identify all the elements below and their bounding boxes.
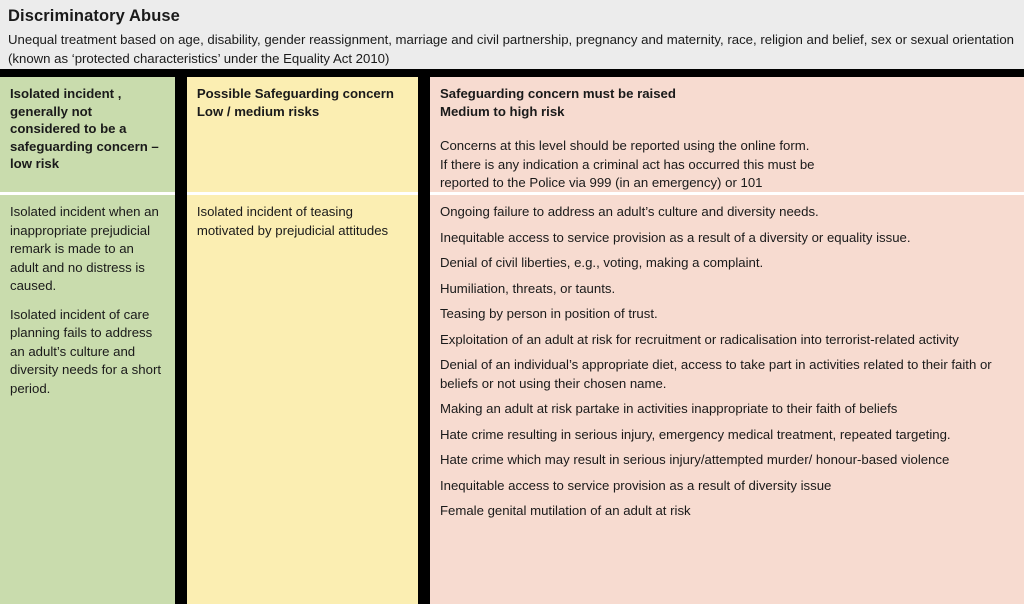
column-header-high-risk-subtext — [440, 137, 1014, 193]
column-header-medium-risk: Possible Safeguarding concern Low / medium risks — [187, 77, 418, 192]
column-header-low-risk: Isolated incident , generally not considered to be a safeguarding concern – low risk — [0, 77, 175, 192]
risk-matrix-table — [0, 69, 1024, 604]
list-item: Ongoing failure to address an adult’s culture and diversity needs. — [439, 204, 819, 219]
list-item: Denial of civil liberties, e.g., voting, making a complaint. — [439, 255, 764, 270]
reporting-instruction-line3: reported to the Police via 999 (in an emergency) or 101 — [439, 175, 763, 190]
list-item: Hate crime which may result in serious injury/attempted murder/ honour-based violence — [439, 452, 950, 467]
list-item: Inequitable access to service provision as a result of a diversity or equality issue. — [439, 229, 911, 245]
page-title: Discriminatory Abuse — [8, 7, 180, 25]
list-item: Denial of an individual’s appropriate diet, access to take part in activities related to their faith or beliefs or not using their chosen name. — [439, 357, 992, 391]
high-risk-indicator-list — [440, 203, 1014, 521]
list-item: Inequitable access to service provision as a result of diversity issue — [439, 477, 832, 493]
column-divider — [418, 77, 430, 604]
list-item: Isolated incident of care planning fails to address an adult’s culture and diversity needs for a short period. — [10, 306, 161, 396]
column-header-high-risk-line2: Medium to high risk — [439, 103, 565, 119]
matrix-column-medium-risk — [187, 77, 418, 604]
list-item: Hate crime resulting in serious injury, emergency medical treatment, repeated targeting. — [439, 426, 951, 442]
intro-section — [0, 0, 1024, 69]
reporting-instruction-line2: If there is any indication a criminal act has occurred this must be — [439, 156, 815, 172]
reporting-instruction-line1: Concerns at this level should be reported using the online form. — [439, 138, 810, 153]
matrix-column-high-risk — [430, 77, 1024, 604]
column-body-low-risk — [0, 195, 175, 604]
column-body-medium-risk — [187, 195, 418, 604]
column-divider — [175, 77, 187, 604]
list-item: Isolated incident when an inappropriate prejudicial remark is made to an adult and no distress is caused. — [10, 204, 159, 293]
column-header-high-risk-line1: Safeguarding concern must be raised — [439, 86, 676, 101]
list-item: Isolated incident of teasing motivated by prejudicial attitudes — [196, 204, 389, 238]
list-item: Making an adult at risk partake in activities inappropriate to their faith of beliefs — [439, 401, 898, 416]
intro-description: Unequal treatment based on age, disability, gender reassignment, marriage and civil partnership, pregnancy and maternity, race, religion and belief, sex or sexual orientation (known as ‘protected characteristics’ under the Equality Act 2010) — [8, 32, 1014, 66]
list-item: Exploitation of an adult at risk for recruitment or radicalisation into terrorist-related activity — [439, 331, 959, 347]
list-item: Teasing by person in position of trust. — [439, 306, 658, 321]
list-item: Humiliation, threats, or taunts. — [439, 280, 616, 296]
list-item: Female genital mutilation of an adult at risk — [439, 503, 691, 518]
matrix-column-low-risk — [0, 77, 175, 604]
column-header-high-risk — [430, 77, 1024, 192]
column-body-high-risk — [430, 195, 1024, 604]
